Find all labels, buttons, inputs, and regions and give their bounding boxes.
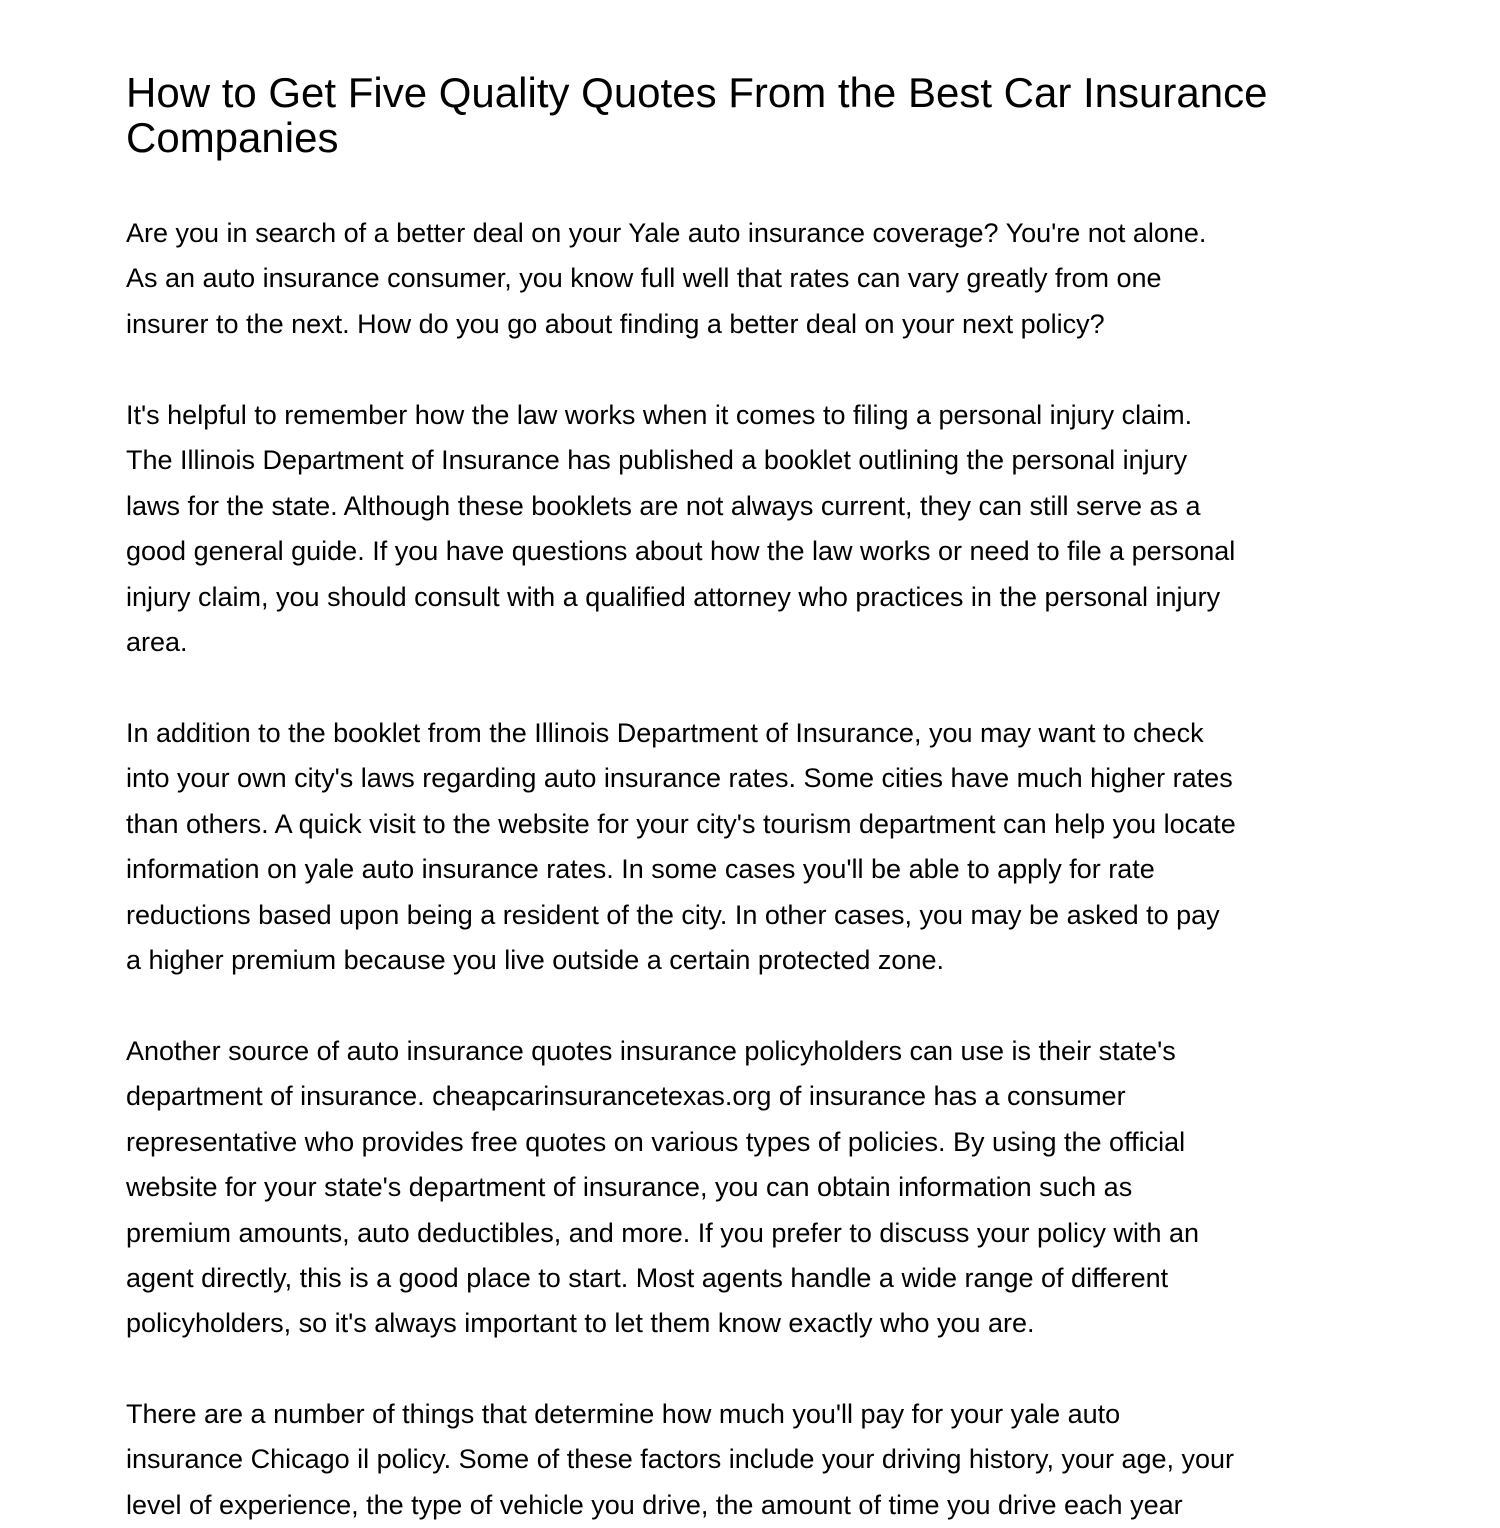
paragraph-city-laws <box>126 711 1386 983</box>
text-line: There are a number of things that determine how much you'll pay for your yale auto <box>126 1399 1121 1429</box>
text-line: into your own city's laws regarding auto insurance rates. Some cities have much higher rates <box>126 763 1233 794</box>
text-line: In addition to the booklet from the Illinois Department of Insurance, you may want to check <box>126 718 1204 748</box>
text-line: Another source of auto insurance quotes insurance policyholders can use is their state's <box>126 1036 1176 1066</box>
text-line: good general guide. If you have questions about how the law works or need to file a personal <box>126 536 1236 567</box>
document-title <box>126 70 1386 160</box>
text-line: It's helpful to remember how the law works when it comes to filing a personal injury claim. <box>126 400 1193 430</box>
text-line: area. <box>126 627 188 658</box>
text-line: The Illinois Department of Insurance has published a booklet outlining the personal injury <box>126 445 1188 476</box>
title-line: Companies <box>126 114 339 161</box>
text-line: Are you in search of a better deal on your Yale auto insurance coverage? You're not alone. <box>126 218 1207 248</box>
text-line: agent directly, this is a good place to start. Most agents handle a wide range of different <box>126 1263 1169 1294</box>
text-line: premium amounts, auto deductibles, and more. If you prefer to discuss your policy with an <box>126 1217 1200 1248</box>
text-line: As an auto insurance consumer, you know full well that rates can vary greatly from one <box>126 263 1162 294</box>
text-line: level of experience, the type of vehicle you drive, the amount of time you drive each year <box>126 1489 1183 1520</box>
title-line: How to Get Five Quality Quotes From the Best Car Insurance <box>126 69 1268 116</box>
text-line: insurer to the next. How do you go about finding a better deal on your next policy? <box>126 308 1105 339</box>
paragraph-pricing-factors <box>126 1392 1386 1528</box>
text-line: injury claim, you should consult with a qualified attorney who practices in the personal injury <box>126 581 1221 612</box>
text-line: policyholders, so it's always important to let them know exactly who you are. <box>126 1308 1035 1339</box>
text-line: representative who provides free quotes on various types of policies. By using the official <box>126 1126 1186 1157</box>
text-line: reductions based upon being a resident of the city. In other cases, you may be asked to pay <box>126 899 1220 930</box>
text-line: insurance Chicago il policy. Some of these factors include your driving history, your age, your <box>126 1444 1235 1475</box>
paragraph-state-department <box>126 1029 1386 1347</box>
text-line: website for your state's department of insurance, you can obtain information such as <box>126 1172 1133 1203</box>
text-line: department of insurance. cheapcarinsurancetexas.org of insurance has a consumer <box>126 1081 1126 1112</box>
text-line: laws for the state. Although these booklets are not always current, they can still serve as a <box>126 490 1201 521</box>
text-line: a higher premium because you live outside a certain protected zone. <box>126 945 944 976</box>
paragraph-yale-coverage <box>126 211 1386 347</box>
paragraph-personal-injury-law <box>126 393 1386 665</box>
text-line: information on yale auto insurance rates. In some cases you'll be able to apply for rate <box>126 854 1155 885</box>
text-line: than others. A quick visit to the website for your city's tourism department can help you locate <box>126 808 1236 839</box>
